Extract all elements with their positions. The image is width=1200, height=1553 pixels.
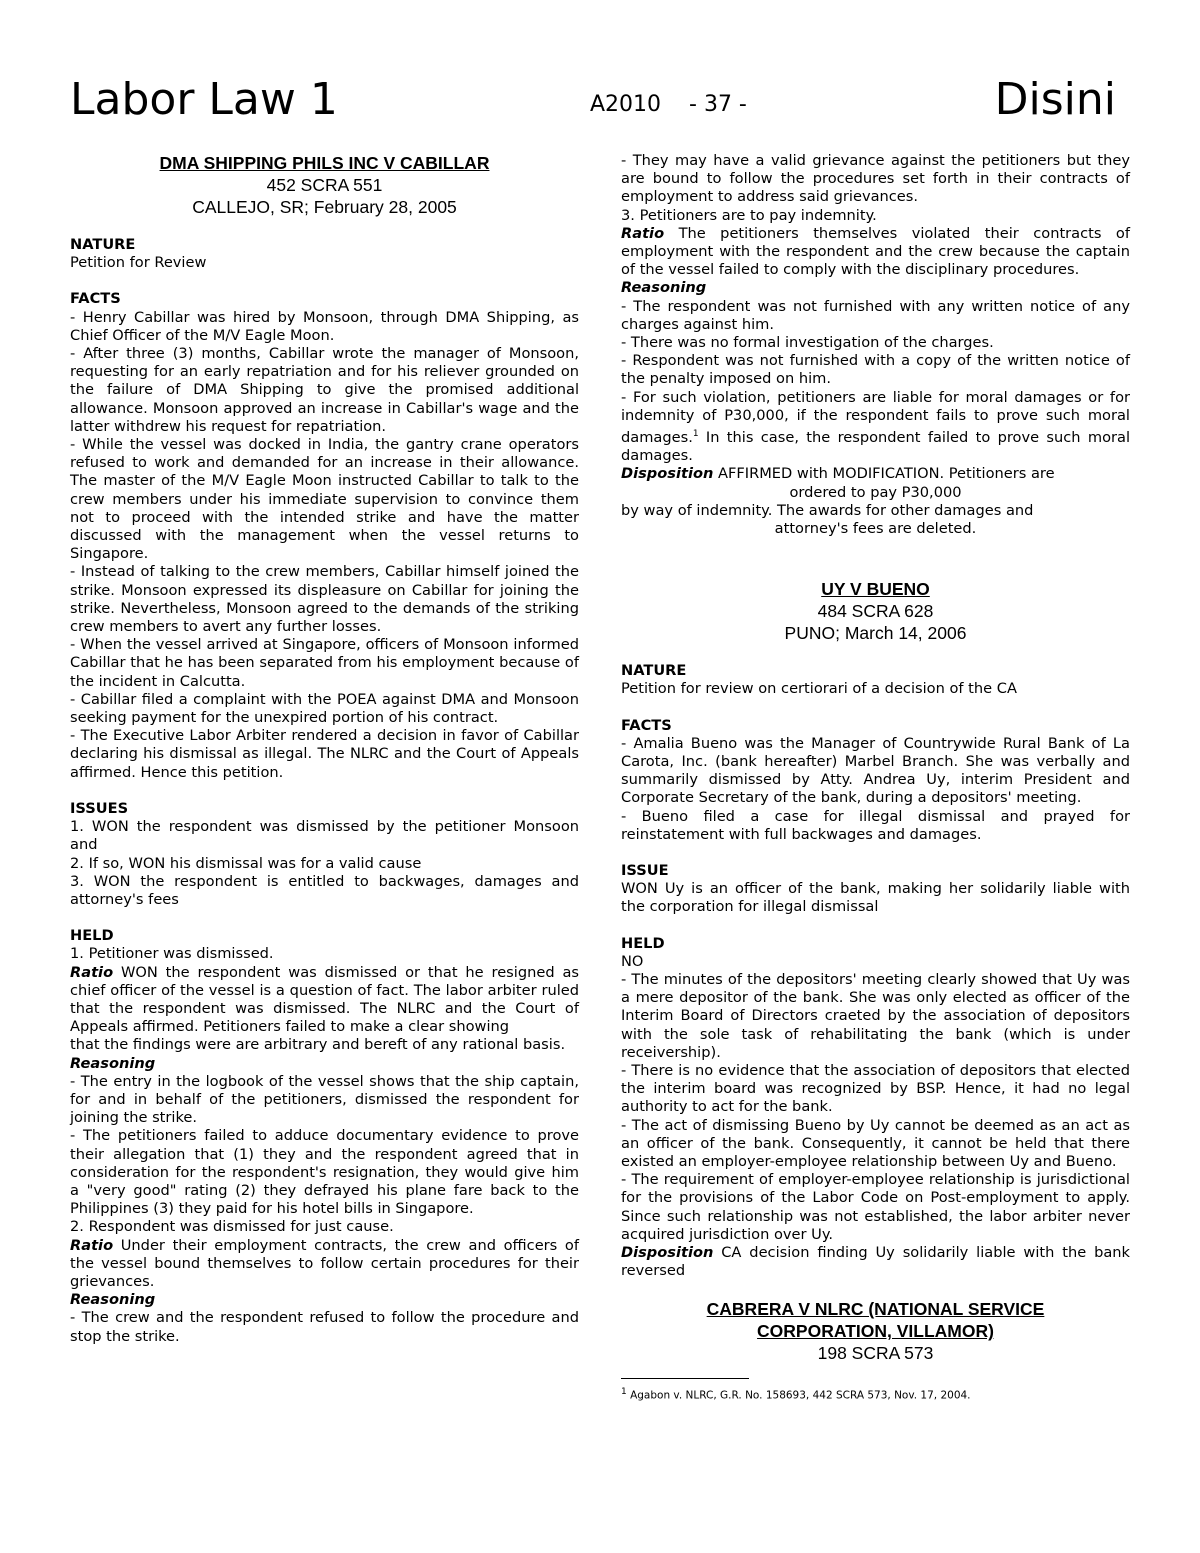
fact-item: - Henry Cabillar was hired by Monsoon, through DMA Shipping, as Chief Officer of the M/V Eagle Moon. xyxy=(70,308,579,344)
held-heading: HELD xyxy=(70,927,114,945)
footnote-ref[interactable]: 1 xyxy=(692,429,699,440)
held-point-1: 1. Petitioner was dismissed. xyxy=(70,945,274,963)
left-column xyxy=(70,152,579,1346)
disposition-cont: ordered to pay P30,000 xyxy=(789,483,962,501)
disposition-text: CA decision finding Uy solidarily liable with the bank reversed xyxy=(621,1244,1130,1280)
author-name: Disini xyxy=(994,74,1116,125)
case-ponente: PUNO; March 14, 2006 xyxy=(784,623,967,644)
nature-text: Petition for Review xyxy=(70,254,207,272)
nature-text: Petition for review on certiorari of a decision of the CA xyxy=(621,680,1017,698)
fact-item: - After three (3) months, Cabillar wrote the manager of Monsoon, requesting for an early repatriation and for his reliever grounded on the failure of DMA Shipping to give the promised additional allowance. Monsoon approved an increase in Cabillar's wage and the latter withdrew his request for repatriation. xyxy=(70,345,579,435)
continued-text: - They may have a valid grievance against the petitioners but they are bound to follow the procedures set forth in their contracts of employment to address said grievances. xyxy=(621,152,1130,206)
fact-item: - Cabillar filed a complaint with the POEA against DMA and Monsoon seeking payment for the unexpired portion of his contract. xyxy=(70,690,579,727)
issue-text: WON Uy is an officer of the bank, making her solidarily liable with the corporation for illegal dismissal xyxy=(621,880,1130,916)
reasoning-label: Reasoning xyxy=(70,1291,156,1309)
case-title: DMA SHIPPING PHILS INC V CABILLAR xyxy=(159,153,490,173)
issue-item: 1. WON the respondent was dismissed by the petitioner Monsoon and xyxy=(70,818,579,854)
ratio-label: Ratio xyxy=(70,963,114,981)
fact-item: - Instead of talking to the crew members, Cabillar himself joined the strike. Monsoon expressed its displeasure on Cabillar for joining the strike. Nevertheless, Monsoon agreed to the demands of the striking crew members to avert any further losses. xyxy=(70,563,579,636)
ratio-2 xyxy=(70,1237,579,1292)
ratio-1 xyxy=(70,964,579,1037)
facts-heading: FACTS xyxy=(70,290,121,308)
reasoning-label: Reasoning xyxy=(621,279,707,297)
held-point-3: 3. Petitioners are to pay indemnity. xyxy=(621,206,877,224)
ratio-1-text: WON the respondent was dismissed or that he resigned as chief officer of the vessel is a question of fact. The labor arbiter ruled that the respondent was dismissed. The NLRC and the Court of Appeals affirmed. Petitioners failed to make a clear showing xyxy=(70,963,579,1036)
held-point-2: 2. Respondent was dismissed for just cause. xyxy=(70,1218,394,1236)
issues-heading: ISSUES xyxy=(70,799,129,817)
ratio-label: Ratio xyxy=(70,1236,114,1254)
case-citation: 484 SCRA 628 xyxy=(817,601,934,622)
reasoning-text: - For such violation, petitioners are liable for moral damages or for indemnity of P30,000, if the respondent fails to prove such moral damages. xyxy=(621,388,1130,446)
held-item: - The act of dismissing Bueno by Uy cannot be deemed as an act as an officer of the bank. Consequently, it cannot be held that there existed an employer-employee relationship between Uy and Bueno. xyxy=(621,1116,1130,1170)
footnote xyxy=(621,1385,1130,1403)
case-title-cont: CORPORATION, VILLAMOR) xyxy=(757,1321,994,1342)
reasoning-item: - The petitioners failed to adduce documentary evidence to prove their allegation that (1) they and the respondent agreed that in consideration for the respondent's resignation, they would give him a "very good" rating (2) they defrayed his plane fare back to the Philippines (3) they paid for his hotel bills in Singapore. xyxy=(70,1127,579,1218)
issue-heading: ISSUE xyxy=(621,861,669,879)
reasoning-item xyxy=(621,389,1130,466)
right-column xyxy=(621,152,1130,1403)
footnote-number: 1 xyxy=(621,1387,627,1398)
facts-heading: FACTS xyxy=(621,716,672,734)
issue-item: 3. WON the respondent is entitled to backwages, damages and attorney's fees xyxy=(70,872,579,908)
held-heading: HELD xyxy=(621,934,665,952)
footnote-text: Agabon v. NLRC, G.R. No. 158693, 442 SCRA 573, Nov. 17, 2004. xyxy=(626,1389,971,1402)
ratio-3 xyxy=(621,225,1130,280)
case-title: UY V BUENO xyxy=(821,579,930,600)
held-item: - There is no evidence that the association of depositors that elected the interim board was recognized by BSP. Hence, it had no legal authority to act for the bank. xyxy=(621,1061,1130,1116)
held-item: - The minutes of the depositors' meeting clearly showed that Uy was a mere depositor of the bank. She was only elected as officer of the Interim Board of Directors craeted by the association of depositors with the sole task of rehabilitating the bank (which is under receivership). xyxy=(621,970,1130,1061)
page-header xyxy=(70,74,1130,134)
fact-item: - The Executive Labor Arbiter rendered a decision in favor of Cabillar declaring his dismissal as illegal. The NLRC and the Court of Appeals affirmed. Hence this petition. xyxy=(70,727,579,781)
disposition-cont: by way of indemnity. The awards for other damages and xyxy=(621,501,1034,519)
fact-item: - Bueno filed a case for illegal dismissal and prayed for reinstatement with full backwages and damages. xyxy=(621,807,1130,843)
nature-heading: NATURE xyxy=(621,662,687,680)
disposition-label: Disposition xyxy=(621,1244,714,1262)
fact-item: - While the vessel was docked in India, the gantry crane operators refused to work and demanded for an increase in their allowance. The master of the M/V Eagle Moon instructed Cabillar to talk to the crew members under his immediate supervision to convince them not to proceed with the intended strike and have the matter discussed with the management when the vessel returns to Singapore. xyxy=(70,436,579,563)
case-citation: 452 SCRA 551 xyxy=(266,175,383,195)
issue-item: 2. If so, WON his dismissal was for a valid cause xyxy=(70,854,422,872)
disposition-text: AFFIRMED with MODIFICATION. Petitioners are xyxy=(713,465,1055,483)
fact-item: - When the vessel arrived at Singapore, officers of Monsoon informed Cabillar that he has been separated from his employment because of the incident in Calcutta. xyxy=(70,636,579,690)
held-answer: NO xyxy=(621,952,644,970)
case-citation: 198 SCRA 573 xyxy=(817,1343,934,1364)
reasoning-item: - The respondent was not furnished with any written notice of any charges against him. xyxy=(621,297,1130,333)
reasoning-item: - There was no formal investigation of the charges. xyxy=(621,334,994,352)
reasoning-item: - The crew and the respondent refused to follow the procedure and stop the strike. xyxy=(70,1309,579,1345)
reasoning-item: - Respondent was not furnished with a copy of the written notice of the penalty imposed on him. xyxy=(621,352,1130,388)
reasoning-tail: In this case, the respondent failed to prove such moral damages. xyxy=(621,428,1130,465)
held-item: - The requirement of employer-employee relationship is jurisdictional for the provisions of the Labor Code on Post-employment to apply. Since such relationship was not established, the labor arbiter never acquired jurisdiction over Uy. xyxy=(621,1171,1130,1243)
disposition-2 xyxy=(621,1244,1130,1280)
footnote-divider xyxy=(621,1378,749,1379)
course-title: Labor Law 1 xyxy=(70,74,338,125)
case-title: CABRERA V NLRC (NATIONAL SERVICE xyxy=(706,1299,1045,1320)
ratio-3-text: The petitioners themselves violated their contracts of employment with the respondent and the crew because the captain of the vessel failed to comply with the disciplinary procedures. xyxy=(621,224,1130,279)
reasoning-item: - The entry in the logbook of the vessel shows that the ship captain, for and in behalf of the petitioners, dismissed the respondent for joining the strike. xyxy=(70,1072,579,1127)
ratio-2-text: Under their employment contracts, the crew and officers of the vessel bound themselves to follow certain procedures for their grievances. xyxy=(70,1236,579,1290)
fact-item: - Amalia Bueno was the Manager of Countrywide Rural Bank of La Carota, Inc. (bank hereafter) Marbel Branch. She was verbally and summarily dismissed by Atty. Andrea Uy, interim President and Corporate Secretary of the bank, during a depositors' meeting. xyxy=(621,734,1130,807)
case-ponente: CALLEJO, SR; February 28, 2005 xyxy=(192,197,457,217)
disposition-cont: attorney's fees are deleted. xyxy=(774,519,977,537)
disposition-label: Disposition xyxy=(621,465,714,483)
disposition-1 xyxy=(621,465,1130,483)
reasoning-label: Reasoning xyxy=(70,1054,156,1072)
ratio-label: Ratio xyxy=(621,224,665,242)
nature-heading: NATURE xyxy=(70,236,136,253)
batch-page-number: A2010 - 37 - xyxy=(590,92,747,117)
ratio-1-cont: that the findings were are arbitrary and bereft of any rational basis. xyxy=(70,1036,566,1054)
